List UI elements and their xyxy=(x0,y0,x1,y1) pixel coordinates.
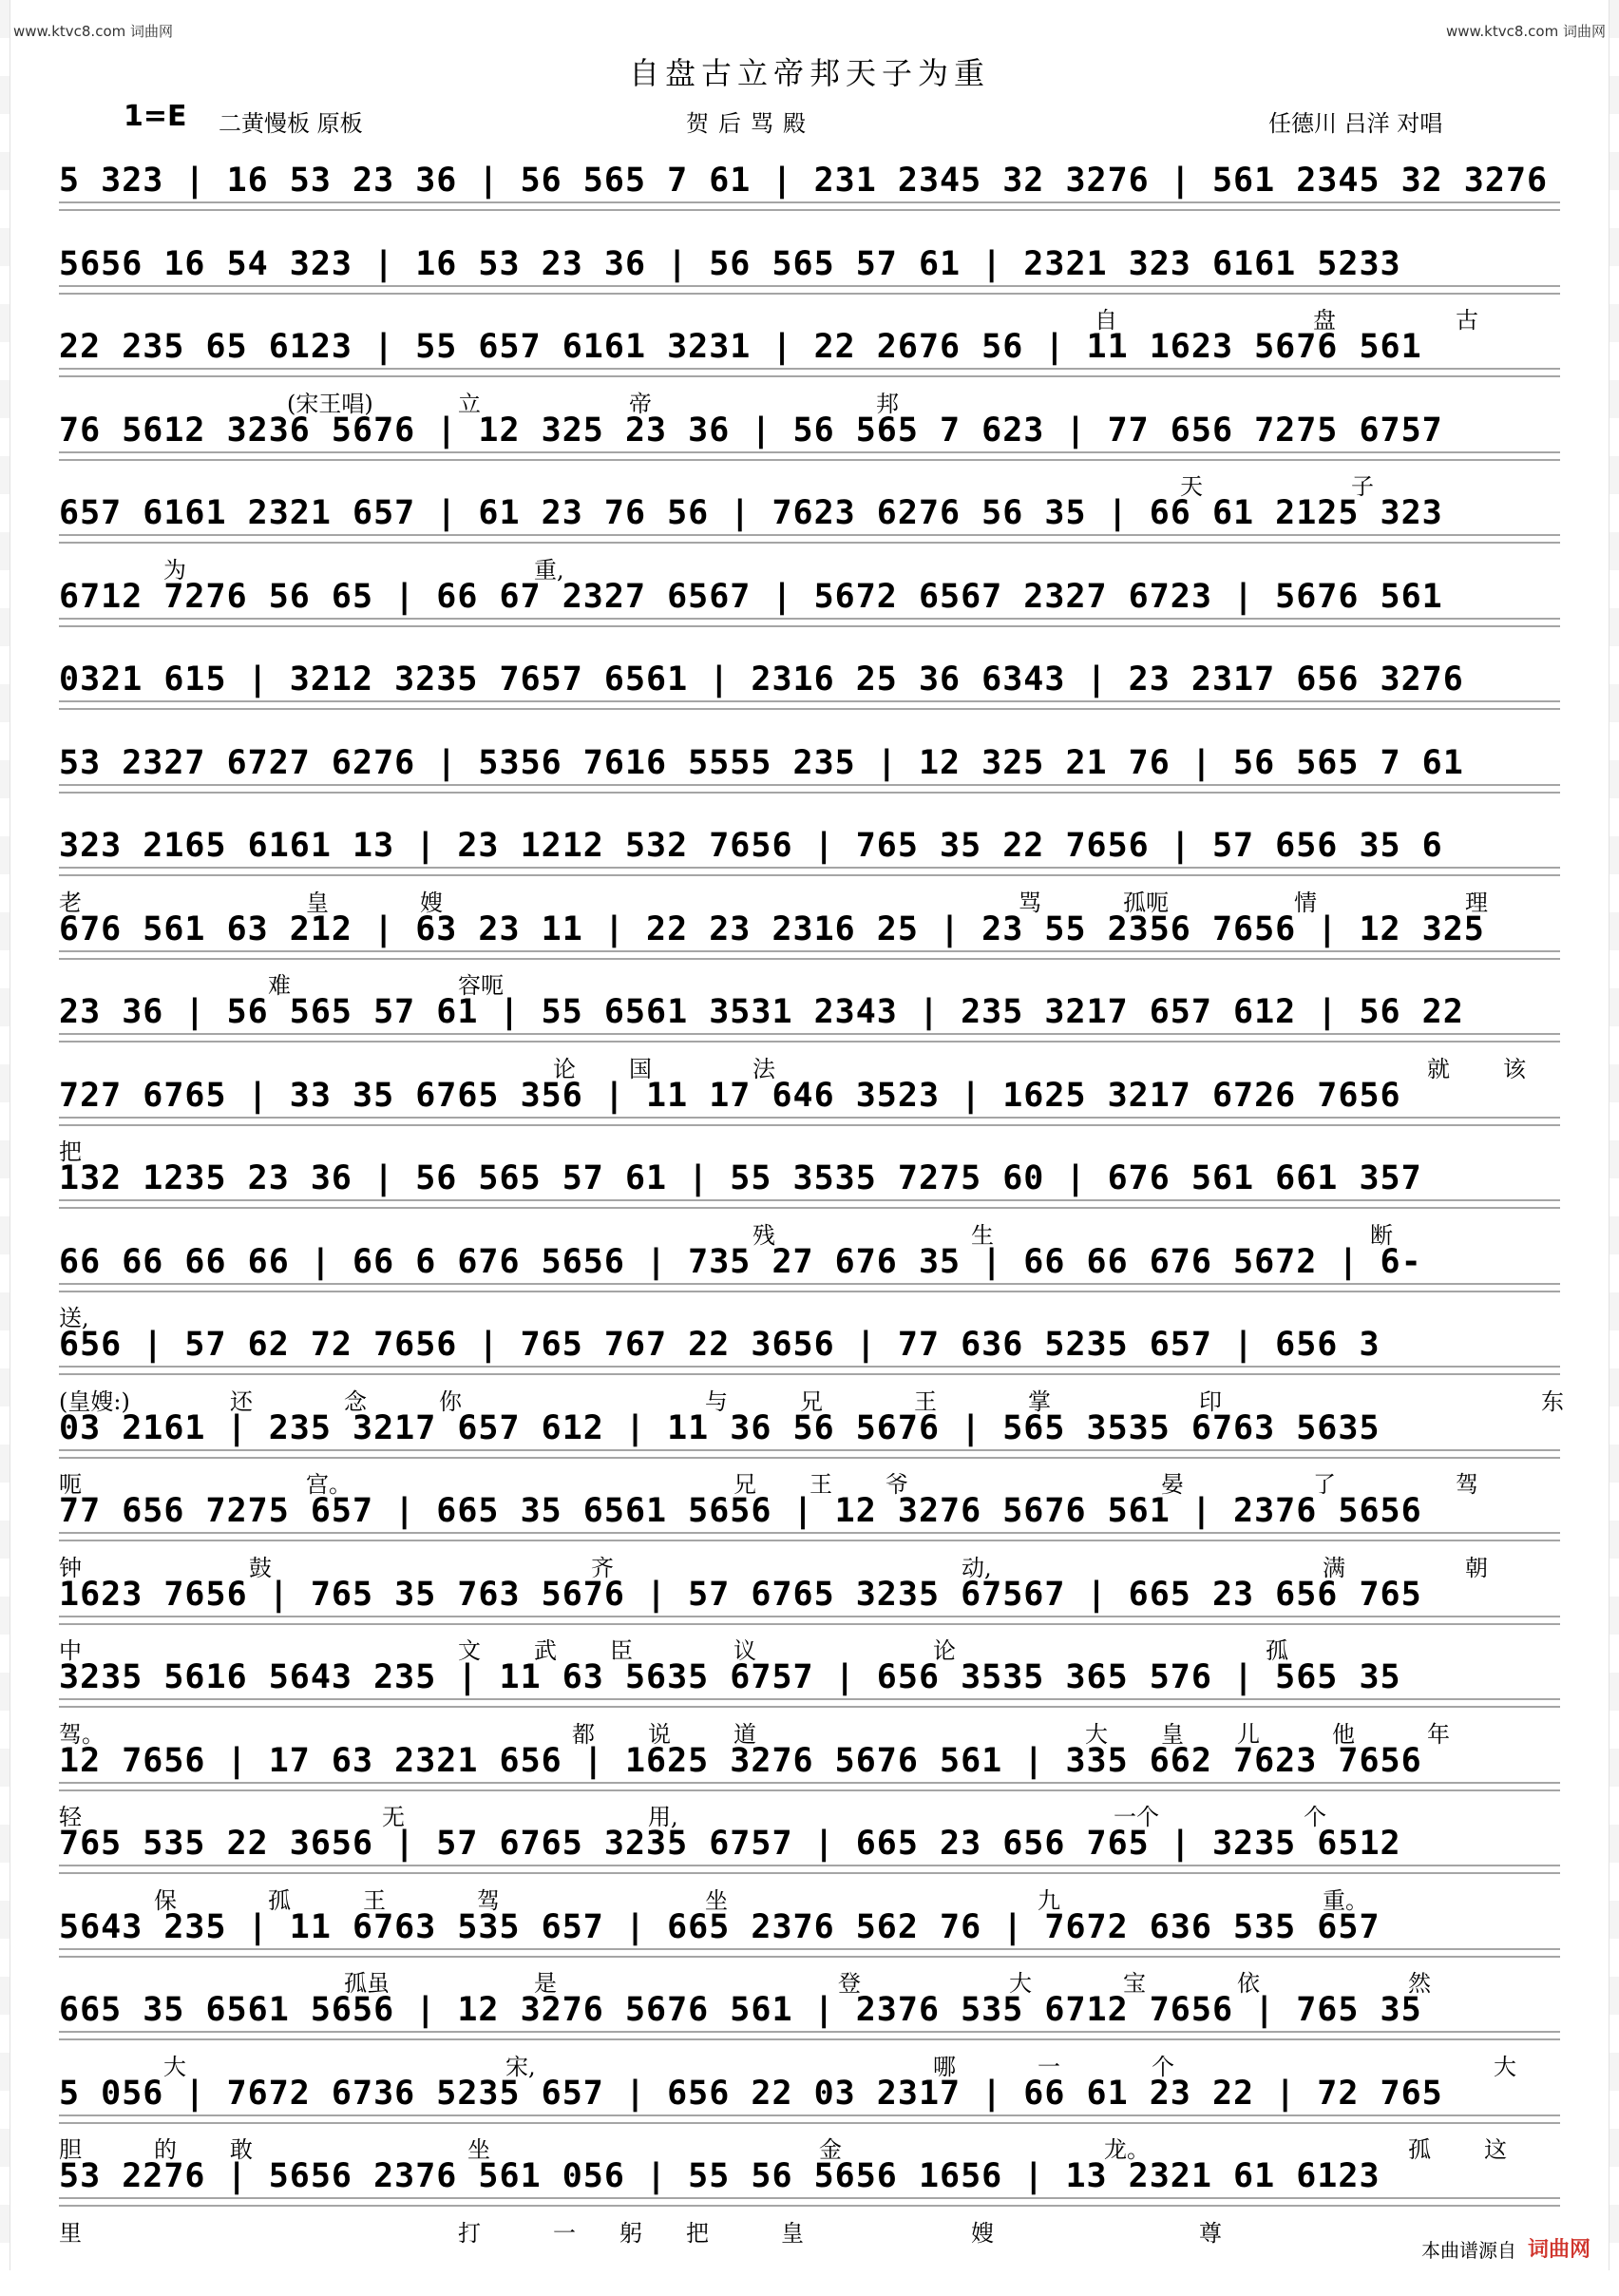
notation-line: 5656 16 54 323 | 16 53 23 36 | 56 565 57 61 | 2321 323 6161 5233 xyxy=(59,244,1401,283)
lyric-syllable: 送, xyxy=(59,1305,89,1331)
lyric-syllable: 钟 xyxy=(59,1554,82,1581)
lyric-syllable: 嫂 xyxy=(420,889,443,916)
lyric-syllable: 骂 xyxy=(1019,889,1041,916)
lyric-syllable: 坐 xyxy=(467,2136,490,2163)
lyric-syllable: 尊 xyxy=(1199,2219,1222,2247)
lyrics-line xyxy=(59,1796,1560,1830)
site-url-left: www.ktvc8.com 词曲网 xyxy=(13,23,174,40)
lyric-syllable: 王 xyxy=(363,1886,386,1914)
lyrics-line xyxy=(59,1464,1560,1498)
rhythm-underline xyxy=(59,201,1560,211)
rhythm-underline xyxy=(59,1283,1560,1292)
rhythm-underline xyxy=(59,451,1560,461)
lyric-syllable: 个 xyxy=(1152,2053,1174,2080)
lyrics-line xyxy=(59,133,1560,162)
lyric-syllable: 大 xyxy=(1085,1720,1108,1748)
notation-line: 676 561 63 212 | 63 23 11 | 22 23 2316 25 | 23 55 2356 7656 | 12 325 xyxy=(59,909,1485,948)
lyric-syllable: 生 xyxy=(971,1221,994,1249)
lyric-syllable: 都 xyxy=(572,1720,595,1748)
lyric-syllable: 论 xyxy=(933,1637,956,1664)
lyric-syllable: 朝 xyxy=(1465,1554,1488,1581)
lyrics-line xyxy=(59,1131,1560,1165)
lyrics-line xyxy=(59,798,1560,827)
rhythm-underline xyxy=(59,2114,1560,2124)
lyrics-line xyxy=(59,2212,1560,2247)
left-margin-strip xyxy=(0,0,10,2270)
lyric-syllable: 重, xyxy=(534,556,564,584)
lyric-syllable: 一 xyxy=(1038,2053,1060,2080)
notation-line: 5 323 | 16 53 23 36 | 56 565 7 61 | 231 2345 32 3276 | 561 2345 32 3276 xyxy=(59,162,1549,200)
lyrics-line xyxy=(59,1381,1564,1415)
lyric-syllable: 宫。 xyxy=(306,1471,352,1498)
score-row xyxy=(59,716,1560,799)
lyric-syllable: 古 xyxy=(1456,307,1478,334)
lyrics-line xyxy=(59,716,1560,744)
lyrics-line xyxy=(59,1048,1560,1082)
lyric-syllable: 王 xyxy=(810,1471,832,1498)
lyric-syllable: 武 xyxy=(534,1637,557,1664)
lyric-syllable: 臣 xyxy=(610,1637,633,1664)
lyric-syllable: 儿 xyxy=(1237,1720,1260,1748)
score-row xyxy=(59,1297,1560,1381)
lyrics-line xyxy=(59,1962,1560,1997)
lyric-syllable: 残 xyxy=(752,1221,775,1249)
lyric-syllable: 这 xyxy=(1484,2136,1507,2163)
rhythm-underline xyxy=(59,285,1560,295)
lyric-syllable: 说 xyxy=(648,1720,671,1748)
lyric-syllable: 九 xyxy=(1038,1886,1060,1914)
lyric-syllable: 自 xyxy=(1095,307,1117,334)
notation-line: 5 056 | 7672 6736 5235 657 | 656 22 03 2317 | 66 61 23 22 | 72 765 xyxy=(59,2074,1443,2113)
notation-line: 323 2165 6161 13 | 23 1212 532 7656 | 765 35 22 7656 | 57 656 35 6 xyxy=(59,827,1443,865)
lyrics-line xyxy=(59,2129,1560,2163)
rhythm-underline xyxy=(59,1865,1560,1874)
lyric-syllable: 皇 xyxy=(306,889,329,916)
lyrics-line xyxy=(59,299,1560,334)
lyric-syllable: 皇 xyxy=(781,2219,804,2247)
lyrics-line xyxy=(59,1880,1560,1914)
score-row xyxy=(59,299,1560,383)
rhythm-underline xyxy=(59,1117,1560,1126)
lyric-syllable: 你 xyxy=(439,1387,462,1415)
lyric-syllable: 孤虽 xyxy=(344,1970,390,1997)
score-row xyxy=(59,133,1560,217)
lyric-syllable: 驾。 xyxy=(59,1720,105,1748)
notation-line: 3235 5616 5643 235 | 11 63 5635 6757 | 656 3535 365 576 | 565 35 xyxy=(59,1658,1401,1696)
notation-line: 5643 235 | 11 6763 535 657 | 665 2376 562 76 | 7672 636 535 657 xyxy=(59,1907,1381,1946)
lyric-syllable: 皇 xyxy=(1161,1720,1184,1748)
lyric-syllable: 中 xyxy=(59,1637,82,1664)
lyric-syllable: 驾 xyxy=(1456,1471,1478,1498)
lyric-syllable: 难 xyxy=(268,972,291,999)
score-row xyxy=(59,1796,1560,1880)
lyric-syllable: 为 xyxy=(163,556,186,584)
lyric-syllable: 无 xyxy=(382,1804,405,1830)
score-row xyxy=(59,1630,1560,1713)
lyric-syllable: 保 xyxy=(154,1886,177,1914)
lyrics-line xyxy=(59,1297,1560,1331)
lyric-syllable: 盘 xyxy=(1313,307,1336,334)
lyric-syllable: 印 xyxy=(1199,1387,1222,1415)
lyrics-line xyxy=(59,1630,1560,1664)
lyric-syllable: 大 xyxy=(1009,1970,1032,1997)
lyric-syllable: 爷 xyxy=(886,1471,908,1498)
lyrics-line xyxy=(59,882,1560,916)
lyric-syllable: 登 xyxy=(838,1970,861,1997)
lyric-syllable: 兄 xyxy=(800,1387,823,1415)
rhythm-underline xyxy=(59,950,1560,960)
score-row xyxy=(59,798,1560,882)
lyric-syllable: 呃 xyxy=(59,1471,82,1498)
lyric-syllable: 文 xyxy=(458,1637,481,1664)
lyrics-line xyxy=(59,466,1560,500)
lyric-syllable: 轻 xyxy=(59,1804,82,1830)
lyric-syllable: 了 xyxy=(1313,1471,1336,1498)
score-row xyxy=(59,1131,1560,1215)
score-row xyxy=(59,2046,1560,2130)
rhythm-underline xyxy=(59,1366,1560,1375)
score-row xyxy=(59,2212,1560,2296)
lyrics-line xyxy=(59,383,1560,417)
right-margin-strip xyxy=(1609,0,1619,2270)
lyric-syllable: 孤呃 xyxy=(1123,889,1169,916)
score-row xyxy=(59,217,1560,300)
lyric-syllable: 驾 xyxy=(477,1886,500,1914)
notation-line: 0321 615 | 3212 3235 7657 6561 | 2316 25 36 6343 | 23 2317 656 3276 xyxy=(59,660,1464,698)
lyric-syllable: 大 xyxy=(1494,2053,1516,2080)
notation-line: 765 535 22 3656 | 57 6765 3235 6757 | 665 23 656 765 | 3235 6512 xyxy=(59,1825,1401,1863)
lyric-syllable: 把 xyxy=(59,1138,82,1165)
key-signature: 1=E xyxy=(124,100,187,133)
lyric-syllable: 里 xyxy=(59,2219,82,2247)
lyric-syllable: 道 xyxy=(733,1720,756,1748)
lyric-syllable: 晏 xyxy=(1161,1471,1184,1498)
lyric-syllable: 与 xyxy=(705,1387,728,1415)
lyric-syllable: 帝 xyxy=(629,390,652,417)
lyric-syllable: 把 xyxy=(686,2219,709,2247)
notation-line: 22 235 65 6123 | 55 657 6161 3231 | 22 2676 56 | 11 1623 5676 561 xyxy=(59,328,1422,366)
lyric-syllable: 金 xyxy=(819,2136,842,2163)
rhythm-underline xyxy=(59,2197,1560,2207)
lyric-syllable: 个 xyxy=(1304,1804,1326,1830)
score-row xyxy=(59,1962,1560,2046)
score-row xyxy=(59,2129,1560,2212)
lyric-syllable: 然 xyxy=(1408,1970,1431,1997)
rhythm-underline xyxy=(59,2031,1560,2040)
tempo-marking: 二黄慢板 原板 xyxy=(219,110,363,137)
rhythm-underline xyxy=(59,368,1560,377)
lyric-syllable: 用, xyxy=(648,1804,678,1830)
lyric-syllable: 坐 xyxy=(705,1886,728,1914)
notation-line: 76 5612 3236 5676 | 12 325 23 36 | 56 565 7 623 | 77 656 7275 6757 xyxy=(59,411,1443,450)
rhythm-underline xyxy=(59,1033,1560,1043)
lyrics-line xyxy=(59,2046,1560,2080)
notation-line: 6712 7276 56 65 | 66 67 2327 6567 | 5672 6567 2327 6723 | 5676 561 xyxy=(59,577,1443,616)
score-row xyxy=(59,1464,1560,1547)
score-row xyxy=(59,965,1560,1048)
lyric-syllable: 老 xyxy=(59,889,82,916)
lyrics-line xyxy=(59,1547,1560,1581)
lyric-syllable: 国 xyxy=(629,1055,652,1082)
lyric-syllable: 是 xyxy=(534,1970,557,1997)
score-row xyxy=(59,383,1560,467)
rhythm-underline xyxy=(59,534,1560,544)
lyric-syllable: 法 xyxy=(752,1055,775,1082)
rhythm-underline xyxy=(59,1532,1560,1541)
lyric-syllable: 兄 xyxy=(733,1471,756,1498)
song-title: 自盘古立帝邦天子为重 xyxy=(628,55,990,91)
lyric-syllable: 满 xyxy=(1323,1554,1345,1581)
lyric-syllable: 敢 xyxy=(230,2136,253,2163)
lyric-syllable: 该 xyxy=(1503,1055,1526,1082)
lyric-syllable: 大 xyxy=(163,2053,186,2080)
lyric-syllable: (皇嫂:) xyxy=(59,1387,130,1415)
lyric-syllable: 动, xyxy=(962,1554,992,1581)
rhythm-underline xyxy=(59,1449,1560,1459)
lyric-syllable: 哪 xyxy=(933,2053,956,2080)
rhythm-underline xyxy=(59,1199,1560,1209)
lyric-syllable: 孤 xyxy=(1408,2136,1431,2163)
lyric-syllable: 宋, xyxy=(505,2053,536,2080)
lyric-syllable: 孤 xyxy=(268,1886,291,1914)
rhythm-underline xyxy=(59,700,1560,710)
lyric-syllable: 嫂 xyxy=(971,2219,994,2247)
lyric-syllable: 一个 xyxy=(1114,1804,1159,1830)
lyric-syllable: 东 xyxy=(1541,1387,1564,1415)
lyric-syllable: 鼓 xyxy=(249,1554,272,1581)
score-row xyxy=(59,1381,1564,1464)
notation-line: 66 66 66 66 | 66 6 676 5656 | 735 27 676 35 | 66 66 676 5672 | 6- xyxy=(59,1242,1422,1281)
lyric-syllable: 子 xyxy=(1351,473,1374,500)
lyrics-line xyxy=(59,632,1560,660)
lyric-syllable: 邦 xyxy=(876,390,899,417)
notation-line: 665 35 6561 5656 | 12 3276 5676 561 | 2376 535 6712 7656 | 765 35 xyxy=(59,1991,1422,2029)
lyrics-line xyxy=(59,965,1560,999)
score-row xyxy=(59,632,1560,716)
lyric-syllable: 立 xyxy=(458,390,481,417)
notation-line: 727 6765 | 33 35 6765 356 | 11 17 646 3523 | 1625 3217 6726 7656 xyxy=(59,1076,1401,1115)
lyrics-line xyxy=(59,1713,1560,1748)
lyrics-line xyxy=(59,549,1560,584)
notation-line: 53 2327 6727 6276 | 5356 7616 5555 235 | 12 325 21 76 | 56 565 7 61 xyxy=(59,743,1464,782)
lyric-syllable: 就 xyxy=(1427,1055,1450,1082)
lyric-syllable: 掌 xyxy=(1028,1387,1051,1415)
lyric-syllable: 年 xyxy=(1427,1720,1450,1748)
site-url-right: www.ktvc8.com 词曲网 xyxy=(1445,23,1606,40)
lyric-syllable: 重。 xyxy=(1323,1886,1368,1914)
notation-line: 53 2276 | 5656 2376 561 056 | 55 56 5656 1656 | 13 2321 61 6123 xyxy=(59,2157,1381,2195)
lyric-syllable: 天 xyxy=(1180,473,1203,500)
lyric-syllable: 孤 xyxy=(1266,1637,1288,1664)
rhythm-underline xyxy=(59,867,1560,876)
lyric-syllable: 宝 xyxy=(1123,1970,1146,1997)
lyric-syllable: 断 xyxy=(1370,1221,1393,1249)
lyric-syllable: 的 xyxy=(154,2136,177,2163)
notation-line: 657 6161 2321 657 | 61 23 76 56 | 7623 6276 56 35 | 66 61 2125 323 xyxy=(59,494,1443,532)
notation-line: 132 1235 23 36 | 56 565 57 61 | 55 3535 7275 60 | 676 561 661 357 xyxy=(59,1159,1422,1197)
notation-line: 03 2161 | 235 3217 657 612 | 11 36 56 5676 | 565 3535 6763 5635 xyxy=(59,1408,1381,1447)
lyric-syllable: 龙。 xyxy=(1104,2136,1150,2163)
score-row xyxy=(59,1215,1560,1298)
rhythm-underline xyxy=(59,1782,1560,1791)
notation-line: 77 656 7275 657 | 665 35 6561 5656 | 12 3276 5676 561 | 2376 5656 xyxy=(59,1492,1422,1530)
lyrics-line xyxy=(59,217,1560,245)
rhythm-underline xyxy=(59,1616,1560,1625)
notation-line: 1623 7656 | 765 35 763 5676 | 57 6765 3235 67567 | 665 23 656 765 xyxy=(59,1575,1422,1614)
rhythm-underline xyxy=(59,784,1560,794)
lyric-syllable: 依 xyxy=(1237,1970,1260,1997)
lyric-syllable: 躬 xyxy=(619,2219,642,2247)
score-row xyxy=(59,1547,1560,1631)
lyric-syllable: 念 xyxy=(344,1387,367,1415)
lyric-syllable: 议 xyxy=(733,1637,756,1664)
lyric-syllable: 理 xyxy=(1465,889,1488,916)
lyric-syllable: 胆 xyxy=(59,2136,82,2163)
score-row xyxy=(59,882,1560,966)
lyric-syllable: 打 xyxy=(458,2219,481,2247)
lyric-syllable: (宋王唱) xyxy=(287,390,373,417)
lyric-syllable: 容呃 xyxy=(458,972,504,999)
opera-subtitle: 贺后骂殿 xyxy=(686,110,815,137)
score-row xyxy=(59,1048,1560,1132)
lyric-syllable: 情 xyxy=(1294,889,1317,916)
notation-line: 23 36 | 56 565 57 61 | 55 6561 3531 2343 | 235 3217 657 612 | 56 22 xyxy=(59,993,1464,1031)
score-row xyxy=(59,1713,1560,1797)
rhythm-underline xyxy=(59,618,1560,627)
footer-source-note: 本曲谱源自 xyxy=(1421,2239,1516,2262)
lyric-syllable: 王 xyxy=(914,1387,937,1415)
lyric-syllable: 论 xyxy=(553,1055,576,1082)
score-row xyxy=(59,466,1560,549)
lyric-syllable: 齐 xyxy=(591,1554,614,1581)
notation-line: 656 | 57 62 72 7656 | 765 767 22 3656 | 77 636 5235 657 | 656 3 xyxy=(59,1326,1381,1364)
rhythm-underline xyxy=(59,1948,1560,1958)
notation-line: 12 7656 | 17 63 2321 656 | 1625 3276 5676 561 | 335 662 7623 7656 xyxy=(59,1741,1422,1780)
score-row xyxy=(59,549,1560,633)
footer-logo: 词曲网 xyxy=(1527,2238,1590,2262)
lyric-syllable: 他 xyxy=(1332,1720,1355,1748)
lyric-syllable: 一 xyxy=(553,2219,576,2247)
lyric-syllable: 还 xyxy=(230,1387,253,1415)
performer-credit: 任德川 吕洋 对唱 xyxy=(1268,110,1443,137)
rhythm-underline xyxy=(59,1698,1560,1708)
score-row xyxy=(59,1880,1560,1963)
lyrics-line xyxy=(59,1215,1560,1249)
